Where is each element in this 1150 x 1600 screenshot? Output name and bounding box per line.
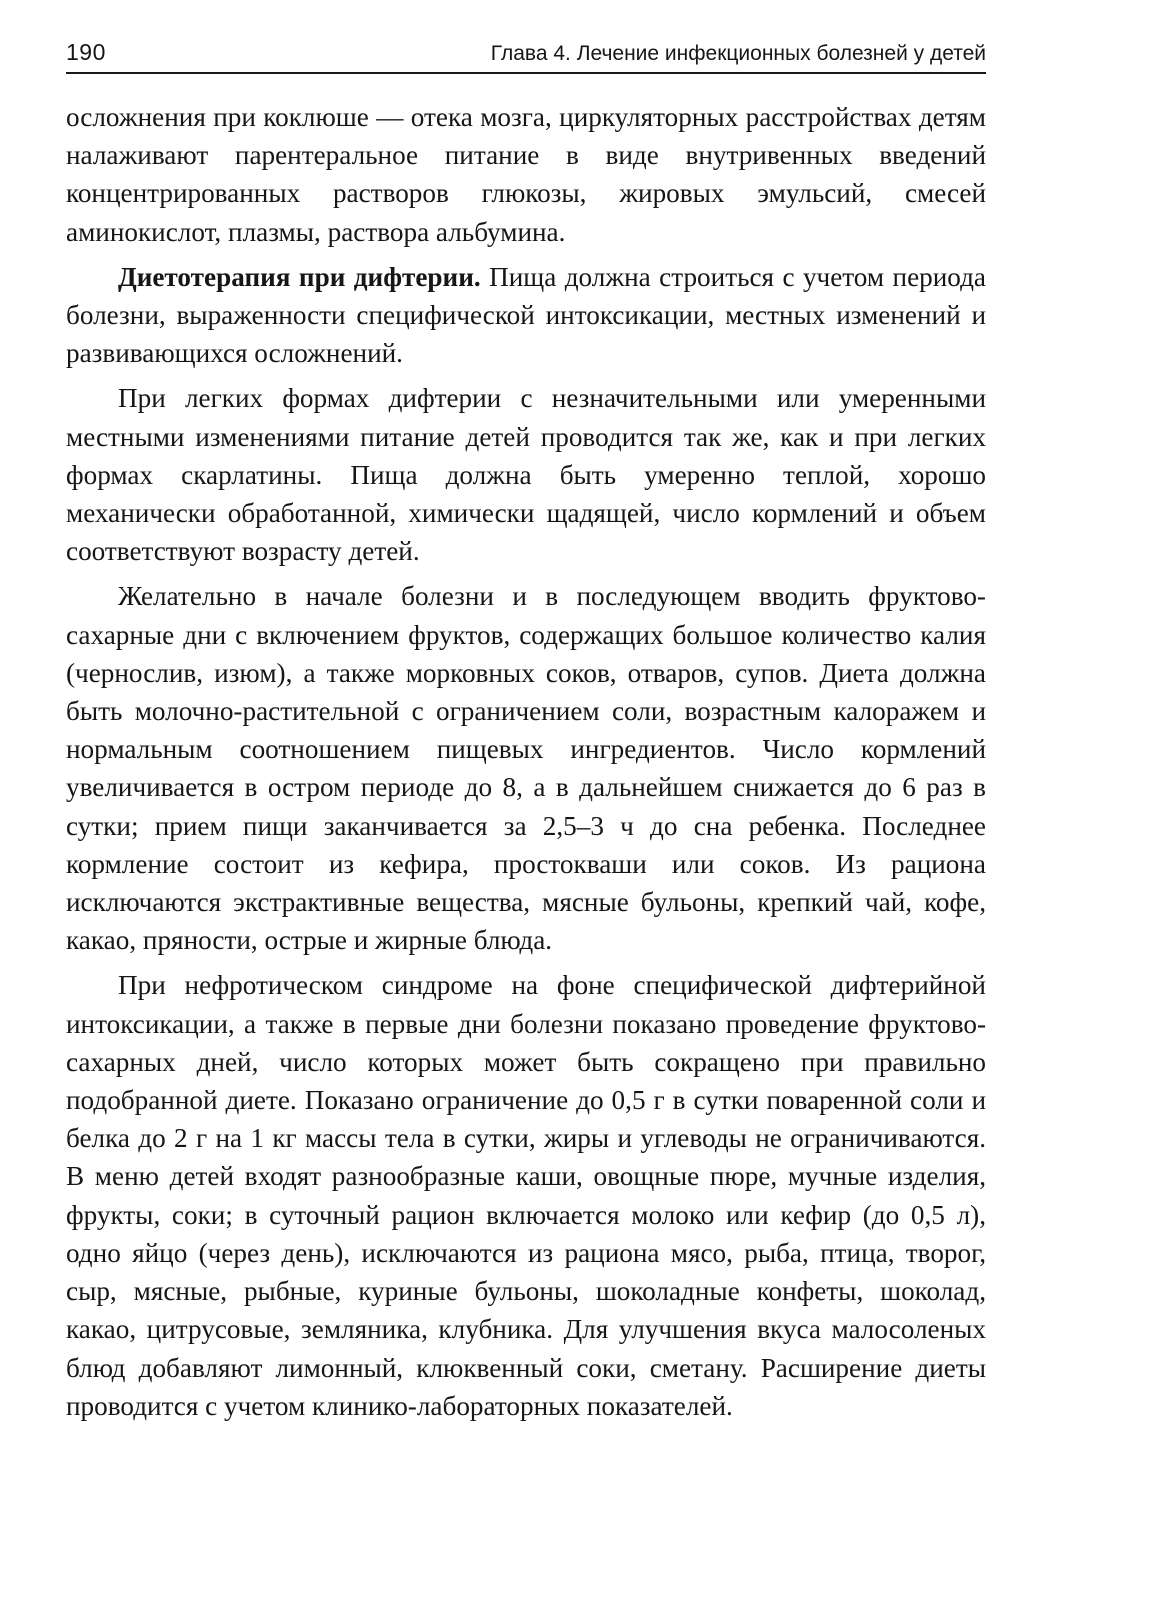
body-text [66,98,986,1432]
chapter-title: Глава 4. Лечение инфекционных болезней у детей [490,42,986,65]
paragraph-4 [66,577,986,959]
paragraph-2 [66,258,986,373]
paragraph-1 [66,98,986,251]
paragraph-text: Желательно в начале болезни и в последующем вводить фруктово-сахарные дни с включением фруктов, содержащих большое количество калия (чернослив, изюм), а также морковных соков, отваров, супов. Диета должна быть молочно-растительной с ограничением соли, возрастным калоражем и нормальным соотношением пищевых ингредиентов. Число кормлений увеличивается в остром периоде до 8, а в дальнейшем снижается до 6 раз в сутки; прием пищи заканчивается за 2,5–3 ч до сна ребенка. Последнее кормление состоит из кефира, простокваши или соков. Из рациона исключаются экстрактивные вещества, мясные бульоны, крепкий чай, кофе, какао, пряности, острые и жирные блюда. [66,581,986,956]
section-heading: Диетотерапия при дифтерии. [118,261,481,292]
paragraph-text: При легких формах дифтерии с незначительными или умеренными местными изменениями питание детей проводится так же, как и при легких формах скарлатины. Пища должна быть умеренно теплой, хорошо механически обработанной, химически щадящей, число кормлений и объем соответствуют возрасту детей. [66,383,986,567]
paragraph-5 [66,966,986,1424]
paragraph-3 [66,379,986,570]
page-number: 190 [66,39,106,65]
paragraph-text: При нефротическом синдроме на фоне специфической дифтерийной интоксикации, а также в первые дни болезни показано проведение фруктово-сахарных дней, число которых может быть сокращено при правильно подобранной диете. Показано ограничение до 0,5 г в сутки поваренной соли и белка до 2 г на 1 кг массы тела в сутки, жиры и углеводы не ограничиваются. В меню детей входят разнообразные каши, овощные пюре, мучные изделия, фрукты, соки; в суточный рацион включается молоко или кефир (до 0,5 л), одно яйцо (через день), исключаются из рациона мясо, рыба, птица, творог, сыр, мясные, рыбные, куриные бульоны, шоколадные конфеты, шоколад, какао, цитрусовые, земляника, клубника. Для улучшения вкуса малосоленых блюд добавляют лимонный, клюквенный соки, сметану. Расширение диеты проводится с учетом клинико-лабораторных показателей. [66,970,986,1421]
running-header [66,38,986,74]
paragraph-text: осложнения при коклюше — отека мозга, циркуляторных расстройствах детям налаживают парентеральное питание в виде внутривенных введений концентрированных растворов глюкозы, жировых эмульсий, смесей аминокислот, плазмы, раствора альбумина. [66,102,986,247]
paragraph-text: Пища должна строиться с учетом периода болезни, выраженности специфической интоксикации, местных изменений и развивающихся осложнений. [66,261,986,369]
